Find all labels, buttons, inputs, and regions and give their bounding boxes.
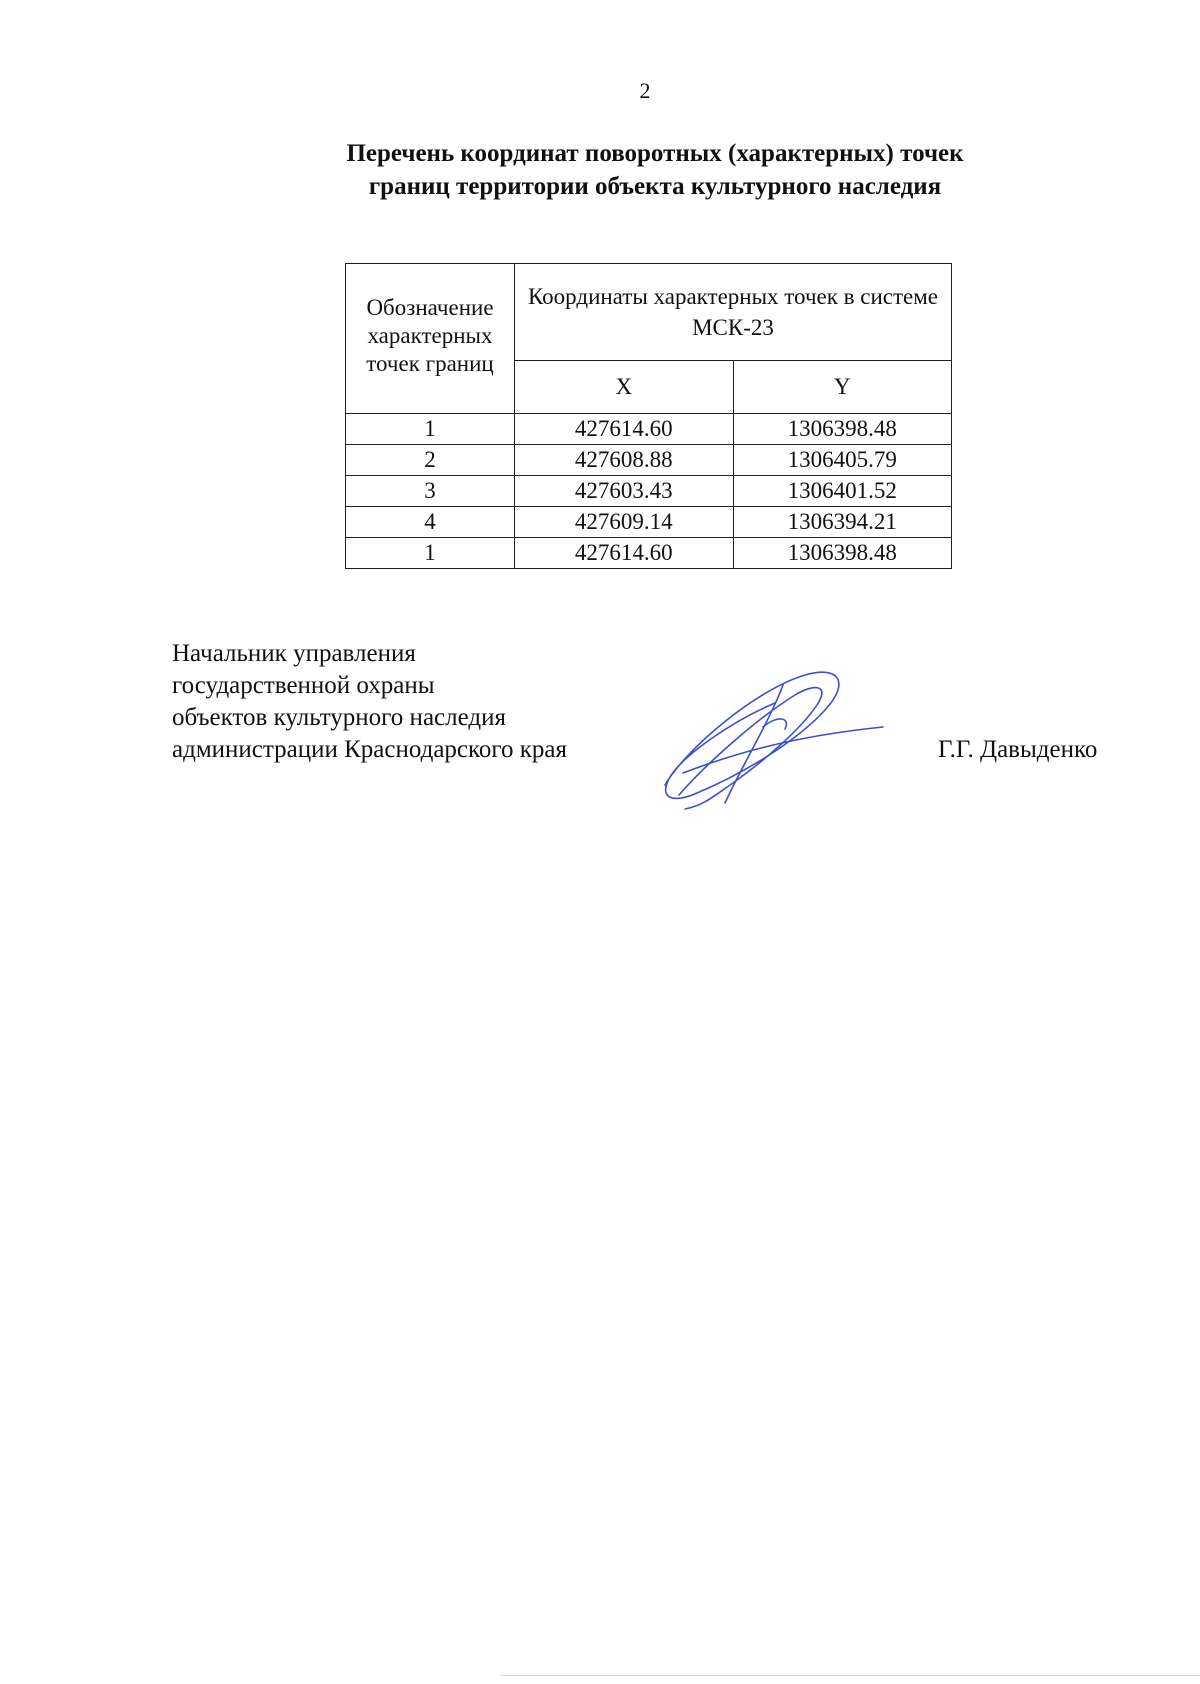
signature-strokes: [665, 672, 883, 809]
position-line-3: объектов культурного наследия: [172, 704, 506, 731]
x-cell: 427614.60: [515, 538, 734, 569]
table-row: [346, 507, 952, 538]
page-number: 2: [639, 78, 651, 103]
header-x: X: [515, 361, 734, 414]
table-row: [346, 445, 952, 476]
point-cell: 1: [346, 538, 515, 569]
y-cell: 1306405.79: [733, 445, 952, 476]
x-cell: 427609.14: [515, 507, 734, 538]
y-cell: 1306398.48: [733, 414, 952, 445]
header-coordinates-group: Координаты характерных точек в системе МСК-23: [515, 264, 952, 361]
y-cell: 1306394.21: [733, 507, 952, 538]
x-cell: 427614.60: [515, 414, 734, 445]
point-cell: 3: [346, 476, 515, 507]
point-cell: 2: [346, 445, 515, 476]
position-line-1: Начальник управления: [172, 640, 416, 667]
title-line-2: границ территории объекта культурного наследия: [368, 173, 942, 200]
header-y: Y: [733, 361, 952, 414]
position-line-2: государственной охраны: [172, 672, 435, 699]
x-cell: 427603.43: [515, 476, 734, 507]
signature-loop-outer: [665, 672, 839, 798]
signatory-position: [172, 638, 567, 766]
point-cell: 1: [346, 414, 515, 445]
handwritten-signature: [645, 665, 885, 810]
table-row: [346, 414, 952, 445]
x-cell: 427608.88: [515, 445, 734, 476]
table-row: [346, 476, 952, 507]
page-bottom-rule: [500, 1675, 1200, 1676]
document-title: [0, 137, 1200, 203]
title-line-1: Перечень координат поворотных (характерных) точек: [346, 140, 964, 167]
coordinates-table: [345, 263, 952, 569]
signature-crossbar: [683, 727, 883, 773]
table-row: [346, 538, 952, 569]
header-point-label: Обозначение характерных точек границ: [346, 264, 515, 414]
y-cell: 1306401.52: [733, 476, 952, 507]
signer-name: Г.Г. Давыденко: [938, 736, 1098, 763]
point-cell: 4: [346, 507, 515, 538]
position-line-4: администрации Краснодарского края: [172, 736, 568, 763]
y-cell: 1306398.48: [733, 538, 952, 569]
